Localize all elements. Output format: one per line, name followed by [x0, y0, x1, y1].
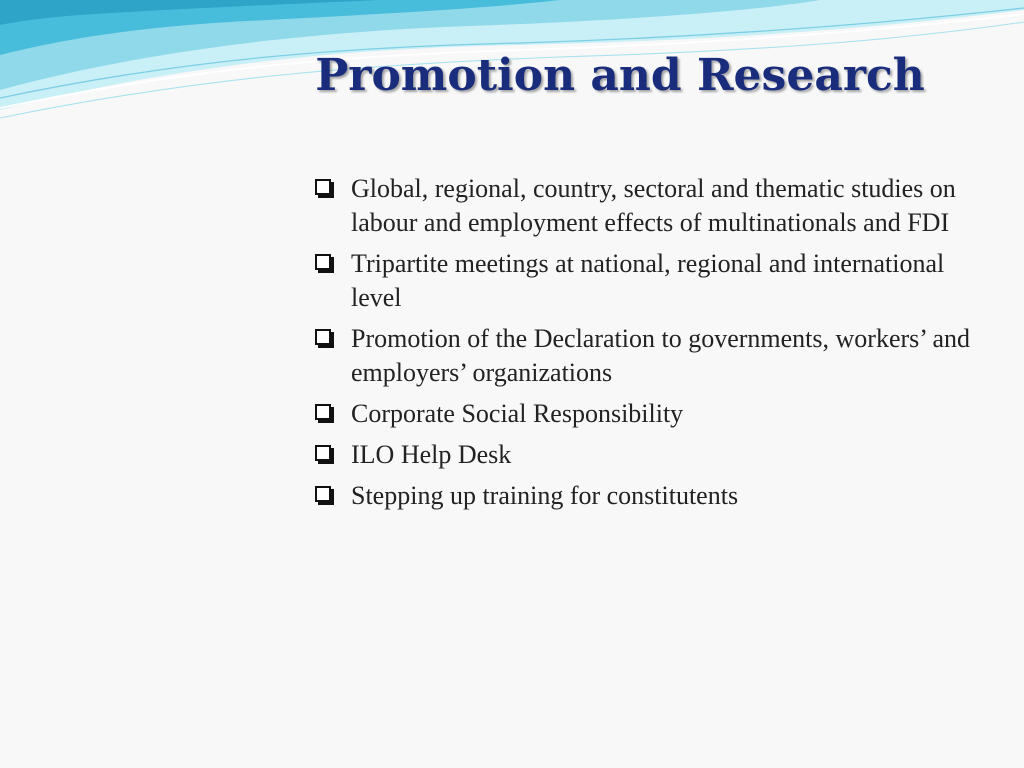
bullet-text: ILO Help Desk [351, 440, 512, 469]
bullet-item [313, 247, 973, 315]
bullet-item [313, 438, 973, 472]
bullet-item [313, 172, 973, 240]
square-bullet-icon [315, 179, 331, 195]
bullet-item [313, 479, 973, 513]
square-bullet-icon [315, 486, 331, 502]
bullet-item [313, 397, 973, 431]
square-bullet-icon [315, 404, 331, 420]
square-bullet-icon [315, 329, 331, 345]
bullet-list [313, 172, 973, 520]
bullet-text: Global, regional, country, sectoral and thematic studies on labour and employment effects of multinationals and FDI [351, 174, 956, 237]
bullet-text: Promotion of the Declaration to governments, workers’ and employers’ organizations [351, 324, 971, 387]
bullet-text: Tripartite meetings at national, regional and international level [351, 249, 945, 312]
bullet-text: Stepping up training for constitutents [351, 481, 739, 510]
bullet-item [313, 322, 973, 390]
square-bullet-icon [315, 254, 331, 270]
square-bullet-icon [315, 445, 331, 461]
bullet-text: Corporate Social Responsibility [351, 399, 684, 428]
slide-title: Promotion and Research [315, 50, 925, 101]
